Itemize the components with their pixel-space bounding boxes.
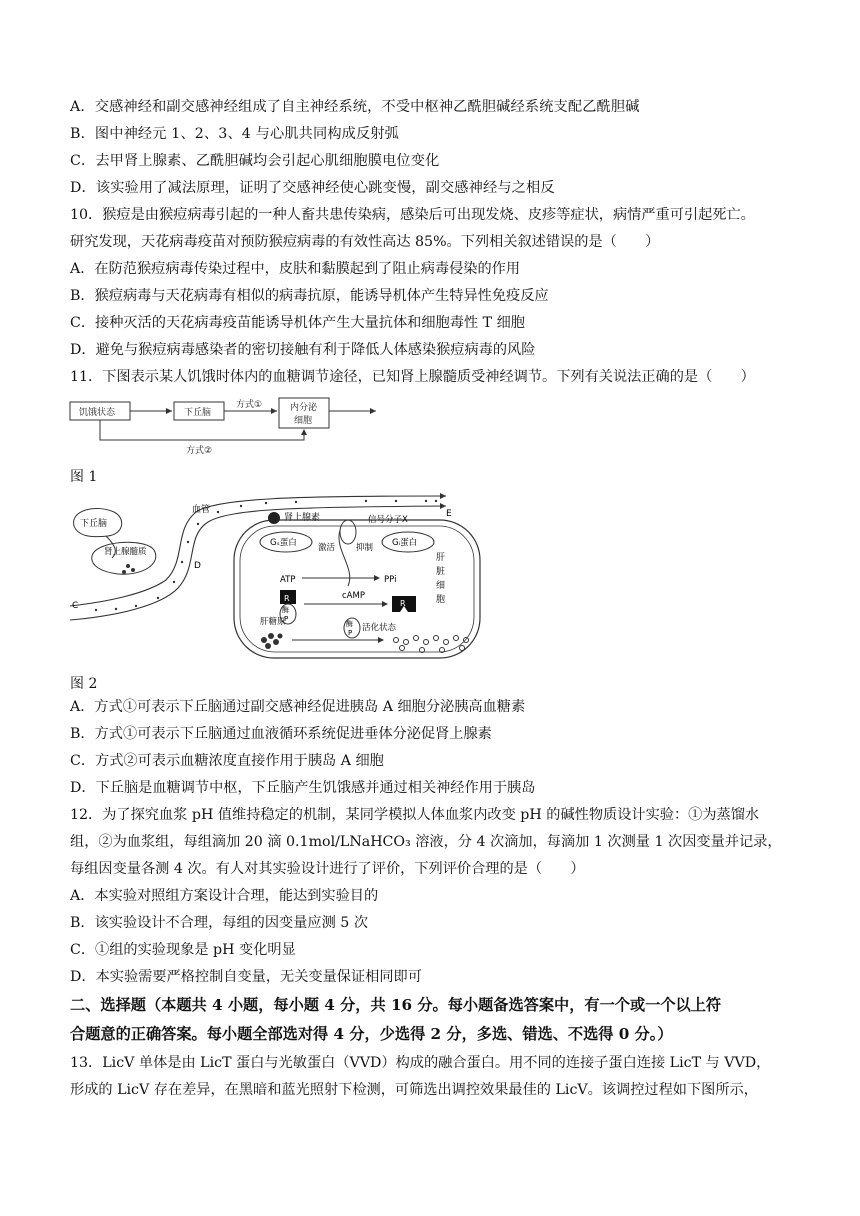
q12-option-d: D．本实验需要严格控制自变量，无关变量保证相同即可 bbox=[70, 969, 422, 985]
fig2-label-liver-3: 细 bbox=[436, 581, 446, 591]
fig2-label-glycogen: 肝糖原 bbox=[260, 617, 286, 627]
fig2-label-vessel: 血管 bbox=[192, 505, 211, 515]
fig2-label-hypothalamus: 下丘脑 bbox=[80, 519, 108, 529]
fig2-label-gs: Gₛ蛋白 bbox=[270, 538, 297, 548]
q13-line2: 形成的 LicV 存在差异，在黑暗和蓝光照射下检测，可筛选出调控效果最佳的 LicV。该调控过程如下图所示， bbox=[70, 1082, 758, 1098]
q9-option-a: A．交感神经和副交感神经组成了自主神经系统，不受中枢神乙酰胆碱经系统支配乙酰胆碱 bbox=[70, 99, 640, 115]
section-2-heading-line1: 二、选择题（本题共 4 小题，每小题 4 分，共 16 分。每小题备选答案中，有一个或一个以上符 bbox=[70, 996, 722, 1014]
fig1-label-way1: 方式① bbox=[236, 400, 263, 410]
q12-stem-line1: 12．为了探究血浆 pH 值维持稳定的机制，某同学模拟人体血浆内改变 pH 的碱性物质设计实验：①为蒸馏水 bbox=[70, 807, 760, 823]
q11-option-c: C．方式②可表示血糖浓度直接作用于胰岛 A 细胞 bbox=[70, 753, 384, 769]
figure-1-label: 图 1 bbox=[70, 469, 98, 485]
q12-option-b: B．该实验设计不合理，每组的因变量应测 5 次 bbox=[70, 915, 369, 931]
figure-1-diagram bbox=[66, 396, 386, 458]
fig2-point-e: E bbox=[446, 509, 452, 519]
q12-option-a: A．本实验对照组方案设计合理，能达到实验目的 bbox=[70, 888, 379, 904]
fig2-label-liver-2: 脏 bbox=[436, 567, 446, 577]
fig1-label-endocrine-1: 内分泌 bbox=[290, 403, 318, 413]
fig2-label-camp: cAMP bbox=[342, 591, 365, 601]
q12-stem-line2: 组，②为血浆组，每组滴加 20 滴 0.1mol/LNaHCO₃ 溶液，分 4 次滴加，每滴加 1 次测量 1 次因变量并记录， bbox=[70, 834, 782, 850]
q10-option-c: C．接种灭活的天花病毒疫苗能诱导机体产生大量抗体和细胞毒性 T 细胞 bbox=[70, 315, 525, 331]
q10-option-a: A．在防范猴痘病毒传染过程中，皮肤和黏膜起到了阻止病毒侵染的作用 bbox=[70, 261, 521, 277]
q11-option-a: A．方式①可表示下丘脑通过副交感神经促进胰岛 A 细胞分泌胰高血糖素 bbox=[70, 699, 526, 715]
q10-option-b: B．猴痘病毒与天花病毒有相似的病毒抗原，能诱导机体产生特异性免疫反应 bbox=[70, 288, 549, 304]
figure-2-label: 图 2 bbox=[70, 676, 98, 692]
fig2-label-active-state: 活化状态 bbox=[362, 623, 397, 633]
q11-stem: 11．下图表示某人饥饿时体内的血糖调节途径，已知肾上腺髓质受神经调节。下列有关说法正确的是（ ） bbox=[70, 369, 755, 385]
q9-option-b: B．图中神经元 1、2、3、4 与心肌共同构成反射弧 bbox=[70, 126, 400, 142]
fig2-label-ppi: PPi bbox=[384, 575, 397, 585]
q11-option-b: B．方式①可表示下丘脑通过血液循环系统促进垂体分泌促肾上腺素 bbox=[70, 726, 492, 742]
q10-stem-line2: 研究发现，天花病毒疫苗对预防猴痘病毒的有效性高达 85%。下列相关叙述错误的是（ ） bbox=[70, 234, 660, 250]
q10-stem-line1: 10．猴痘是由猴痘病毒引起的一种人畜共患传染病，感染后可出现发烧、皮疹等症状，病情严重可引起死亡。 bbox=[70, 207, 755, 223]
fig2-label-adrenal-medulla: 肾上腺髓质 bbox=[104, 547, 147, 557]
fig2-label-signal-x: 信号分子X bbox=[368, 515, 408, 525]
section-2-heading-line2: 合题意的正确答案。每小题全部选对得 4 分，少选得 2 分，多选、错选、不选得 0 分。） bbox=[70, 1025, 673, 1043]
fig2-label-liver-1: 肝 bbox=[436, 553, 446, 563]
q11-option-d: D．下丘脑是血糖调节中枢，下丘脑产生饥饿感并通过相关神经作用于胰岛 bbox=[70, 780, 536, 796]
fig2-label-inhibit: 抑制 bbox=[356, 543, 374, 553]
fig2-label-p-left: P bbox=[284, 615, 289, 623]
fig1-label-hypothalamus: 下丘脑 bbox=[184, 408, 212, 418]
fig2-label-enzyme-right: 酶 bbox=[346, 620, 353, 628]
fig1-label-way2: 方式② bbox=[186, 446, 213, 456]
fig2-point-c: C bbox=[72, 601, 79, 611]
fig2-label-r-right: R bbox=[400, 599, 406, 608]
figure-2-diagram bbox=[66, 490, 496, 662]
fig2-label-liver-4: 胞 bbox=[436, 595, 446, 605]
q9-option-d: D．该实验用了减法原理，证明了交感神经使心跳变慢，副交感神经与之相反 bbox=[70, 180, 555, 196]
fig2-epinephrine-molecule bbox=[268, 512, 280, 524]
fig1-label-endocrine-2: 细胞 bbox=[294, 416, 313, 426]
fig2-label-activate: 激活 bbox=[318, 543, 336, 553]
q12-option-c: C．①组的实验现象是 pH 变化明显 bbox=[70, 942, 296, 958]
fig2-label-p-right: P bbox=[348, 629, 353, 637]
fig1-label-hunger: 饥饿状态 bbox=[79, 408, 116, 418]
q9-option-c: C．去甲肾上腺素、乙酰胆碱均会引起心肌细胞膜电位变化 bbox=[70, 153, 440, 169]
fig2-label-gi: Gᵢ蛋白 bbox=[392, 538, 418, 548]
fig2-label-r-left: R bbox=[284, 594, 290, 603]
q12-stem-line3: 每组因变量各测 4 次。有人对其实验设计进行了评价，下列评价合理的是（ ） bbox=[70, 861, 585, 877]
q10-option-d: D．避免与猴痘病毒感染者的密切接触有利于降低人体感染猴痘病毒的风险 bbox=[70, 342, 536, 358]
q13-line1: 13．LicV 单体是由 LicT 蛋白与光敏蛋白（VVD）构成的融合蛋白。用不同的连接子蛋白连接 LicT 与 VVD， bbox=[70, 1055, 771, 1071]
fig2-label-atp: ATP bbox=[280, 575, 296, 585]
fig2-label-epinephrine: 肾上腺素 bbox=[284, 513, 321, 523]
fig2-label-enzyme-left: 酶 bbox=[282, 606, 289, 614]
fig2-point-d: D bbox=[194, 561, 201, 571]
